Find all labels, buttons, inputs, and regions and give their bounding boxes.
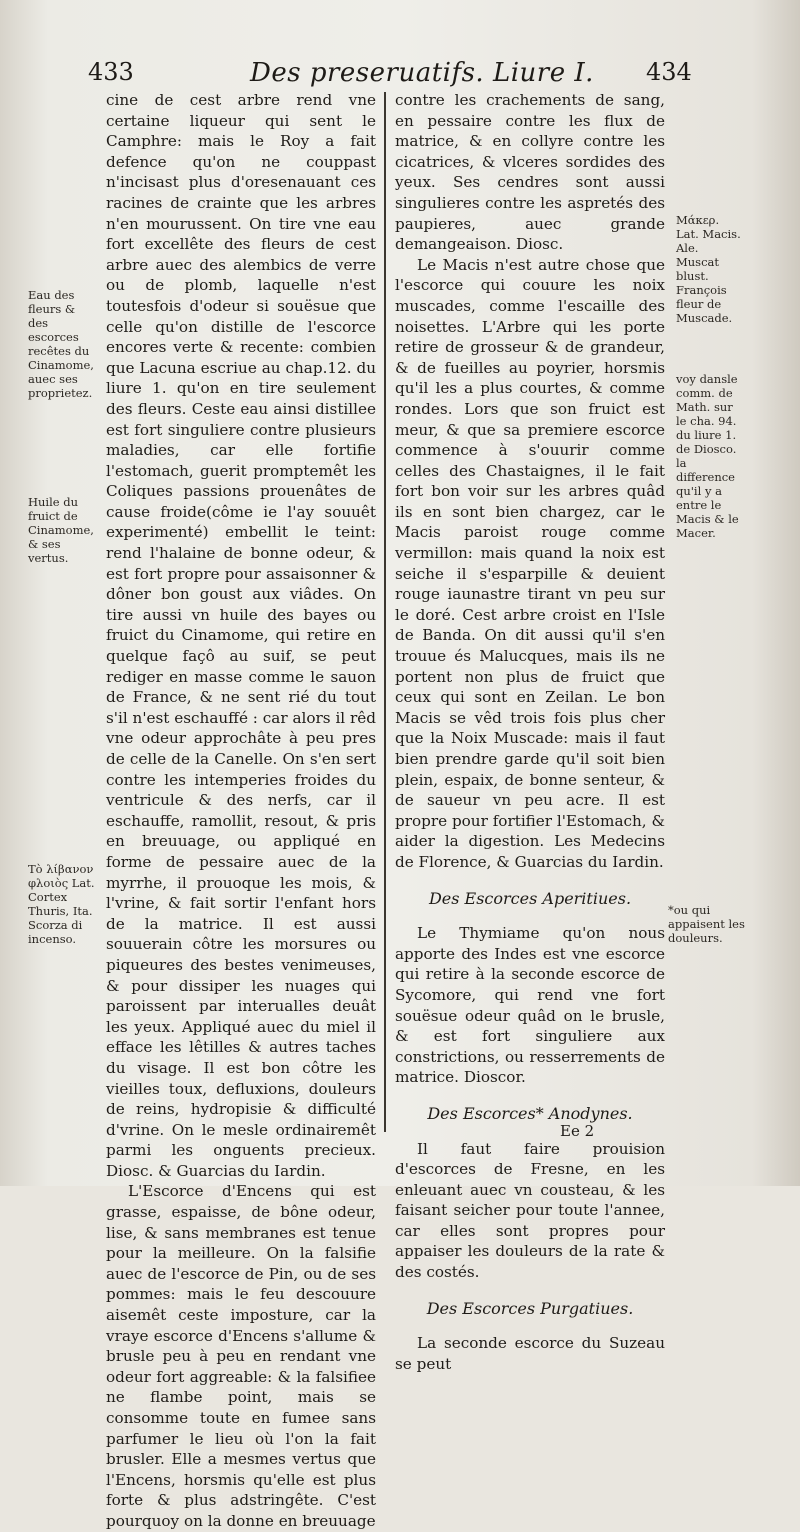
section-heading-anodynes: Des Escorces* Anodynes. — [427, 1103, 633, 1123]
page-number-right: 434 — [646, 58, 692, 86]
margin-note-anodynes: *ou qui appaisent les douleurs. — [668, 903, 745, 945]
section-heading-aperitiues: Des Escorces Aperitiues. — [428, 888, 632, 908]
margin-note-cortex-thuris: Τὸ λίβανον φλοιὸς Lat. Cortex Thuris, Ita. Scorza di incenso. — [28, 862, 95, 946]
paragraph-fresne: Il faut faire prouision d'escorces de Fresne, en les enleuant auec vn cousteau, & les faisant seicher pour toute l'annee, car elles sont propres pour appaiser les douleurs de la rate & des costés. — [395, 1139, 665, 1282]
margin-note-eau-fleurs: Eau des fleurs & des escorces recêtes du Cinamome, auec ses proprietez. — [28, 288, 94, 400]
left-text-column — [106, 90, 376, 1532]
running-title: Des preseruatifs. Liure I. — [250, 58, 594, 88]
section-heading-purgatiues: Des Escorces Purgatiues. — [426, 1298, 634, 1318]
paragraph-thymiame: Le Thymiame qu'on nous apporte des Indes est vne escorce qui retire à la seconde escorce de Sycomore, qui rend vne fort souësue odeur quâd on le brusle, & est fort singuliere aux constrictions, ou resserrements de matrice. Dioscor. — [395, 924, 665, 1087]
paragraph-cinnamon: cine de cest arbre rend vne certaine liqueur qui sent le Camphre: mais le Roy a fait defence qu'on ne couppast n'incisast plus d'oresenauant ces racines de crainte que les arbres n'en mourussent. On tire vne eau fort excellête des fleurs de cest arbre auec des alembics de verre ou de plomb, laquelle n'est toutesfois d'odeur si souësue que celle qu'on distille de l'escorce encores verte & recente: combien que Lacuna escriue au chap.12. du liure 1. qu'on en tire seulement des fleurs. Ceste eau ainsi distillee est fort singuliere contre plusieurs maladies, car elle fortifie l'estomach, guerit promptemêt les Coliques passions prouenâtes de cause froide(côme ie l'ay souuêt experimenté) embellit le teint: rend l'halaine de bonne odeur, & est fort propre pour assaisonner & dôner bon goust aux viâdes. On tire aussi vn huile des bayes ou fruict du Cinamome, qui retire en quelque façô au suif, se peut rediger en masse comme le sauon de France, & ne sent rié du tout s'il n'est eschauffé : car alors il rêd vne odeur approchâte à peu pres de celle de la Canelle. On s'en sert contre les intemperies froides du ventricule & des nerfs, car il eschauffe, ramollit, resout, & pris en breuuage, ou appliqué en forme de pessaire auec de la myrrhe, il prouoque les mois, & l'vrine, & fait sortir l'enfant hors de la matrice. Il est aussi souuerain côtre les morsures ou piqueures des bestes venimeuses, & pour dissiper les nuages qui paroissent par interualles deuât les yeux. Appliqué auec du miel il efface les lêtilles & autres taches du visage. Il est bon côtre les vieilles toux, defluxions, douleurs de reins, hydropisie & difficulté d'vrine. On le mesle ordinairemêt parmi les onguents precieux. Diosc. & Guarcias du Iardin. — [106, 91, 376, 1180]
paragraph-incense-uses: contre les crachements de sang, en pessaire contre les flux de matrice, & en collyre contre les cicatrices, & vlceres sordides des yeux. Ses cendres sont aussi singulieres contre les aspretés des paupieres, auec grande demangeaison. Diosc. — [395, 91, 665, 254]
paragraph-suzeau: La seconde escorce du Suzeau se peut — [395, 1334, 665, 1373]
margin-note-macer-reference: voy dansle comm. de Math. sur le cha. 94. du liure 1. de Diosco. la difference qu'il y a entre le Macis & le Macer. — [676, 372, 739, 540]
signature-mark: Ee 2 — [560, 1122, 595, 1140]
margin-note-huile: Huile du fruict de Cinamome, & ses vertus. — [28, 495, 94, 565]
column-divider — [384, 92, 386, 1132]
right-text-column — [395, 90, 665, 1374]
page-number-left: 433 — [88, 58, 134, 86]
paragraph-incense-bark: L'Escorce d'Encens qui est grasse, espaisse, de bône odeur, lise, & sans membranes est tenue pour la meilleure. On la falsifie auec de l'escorce de Pin, ou de ses pommes: mais le feu descouure aisemêt ceste imposture, car la vraye escorce d'Encens s'allume & brusle peu à peu en rendant vne odeur fort aggreable: & la falsifiee ne flambe point, mais se consomme toute en fumee sans parfumer le lieu où l'on la fait brusler. Elle a mesmes vertus que l'Encens, horsmis qu'elle est plus forte & plus adstringête. C'est pourquoy on la donne en breuuage — [106, 1182, 376, 1530]
paragraph-macis: Le Macis n'est autre chose que l'escorce qui couure les noix muscades, comme l'escaille des noisettes. L'Arbre qui les porte retire de grosseur & de grandeur, & de fueilles au poyrier, horsmis qu'il les a plus courtes, & comme rondes. Lors que son fruict est meur, & que sa premiere escorce commence à s'ouurir comme celles des Chastaignes, il le fait fort bon voir sur les arbres quâd ils en sont bien chargez, car le Macis paroist rouge comme vermillon: mais quand la noix est seiche il s'esparpille & deuient rouge iaunastre tirant vn peu sur le doré. Cest arbre croist en l'Isle de Banda. On dit aussi qu'il s'en trouue és Malucques, mais ils ne portent non plus de fruict que ceux qui sont en Zeilan. Le bon Macis se vêd trois fois plus cher que la Noix Muscade: mais il faut bien prendre garde qu'il soit bien plein, espaix, de bonne senteur, & de saueur vn peu acre. Il est propre pour fortifier l'Estomach, & aider la digestion. Les Medecins de Florence, & Guarcias du Iardin. — [395, 255, 665, 871]
margin-note-macis-names: Μάκερ. Lat. Macis. Ale. Muscat blust. François fleur de Muscade. — [676, 213, 741, 325]
